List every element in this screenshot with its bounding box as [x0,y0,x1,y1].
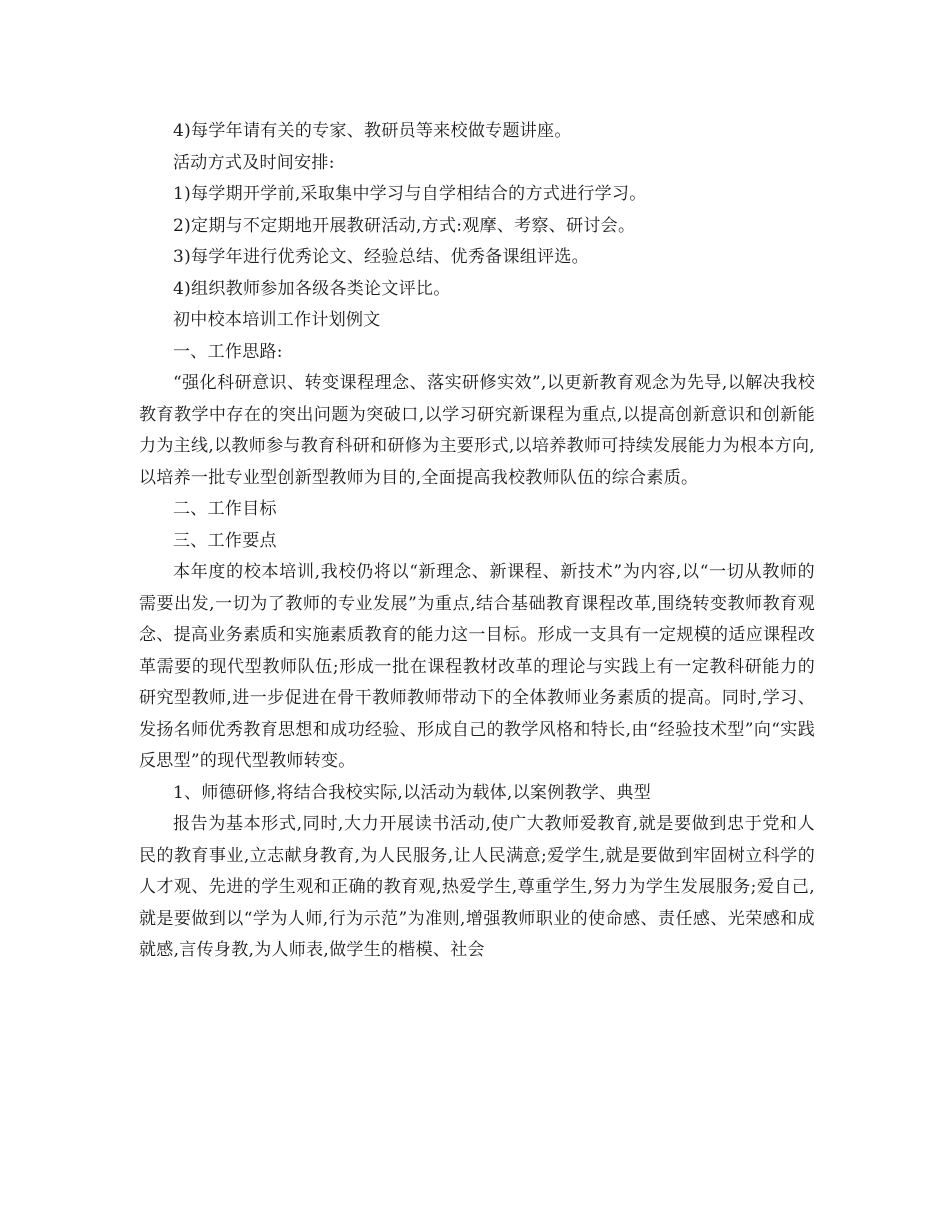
paragraph-report-format: 报告为基本形式,同时,大力开展读书活动,使广大教师爱教育,就是要做到忠于党和人民的教育事业,立志献身教育,为人民服务,让人民满意;爱学生,就是要做到牢固树立科学的人才观、先进的学生观和正确的教育观,热爱学生,尊重学生,努力为学生发展服务;爱自己,就是要做到以“学为人师,行为示范”为准则,增强教师职业的使命感、责任感、光荣感和成就感,言传身教,为人师表,做学生的楷模、社会 [139,814,815,960]
paragraph-training-overview: 本年度的校本培训,我校仍将以“新理念、新课程、新技术”为内容,以“一切从教师的需要出发,一切为了教师的专业发展”为重点,结合基础教育课程改革,围绕转变教师教育观念、提高业务素质和实施素质教育的能力这一目标。形成一支具有一定规模的适应课程改革需要的现代型教师队伍;形成一批在课程教材改革的理论与实践上有一定教科研能力的研究型教师,进一步促进在骨干教师教师带动下的全体教师业务素质的提高。同时,学习、发扬名师优秀教育思想和成功经验、形成自己的教学风格和特长,由“经验技术型”向“实践反思型”的现代型教师转变。 [139,562,815,771]
paragraph-activity-3: 3)每学年进行优秀论文、经验总结、优秀备课组评选。 [173,247,589,267]
paragraph-activity-heading: 活动方式及时间安排: [173,152,335,173]
heading-work-approach: 一、工作思路: [173,341,283,362]
paragraph-activity-2: 2)定期与不定期地开展教研活动,方式:观摩、考察、研讨会。 [173,215,636,236]
section-title: 初中校本培训工作计划例文 [173,310,381,330]
heading-work-goals: 二、工作目标 [173,499,277,519]
paragraph-activity-4: 4)组织教师参加各级各类论文评比。 [173,278,451,299]
paragraph-ethics-training: 1、师德研修,将结合我校实际,以活动为载体,以案例教学、典型 [173,782,652,803]
paragraph-activity-1: 1)每学期开学前,采取集中学习与自学相结合的方式进行学习。 [173,184,647,204]
paragraph-lecture: 4)每学年请有关的专家、教研员等来校做专题讲座。 [173,121,572,141]
heading-work-points: 三、工作要点 [173,530,277,551]
paragraph-work-approach: “强化科研意识、转变课程理念、落实研修实效”,以更新教育观念为先导,以解决我校教育教学中存在的突出问题为突破口,以学习研究新课程为重点,以提高创新意识和创新能力为主线,以教师参与教育科研和研修为主要形式,以培养教师可持续发展能力为根本方向,以培养一批专业型创新型教师为目的,全面提高我校教师队伍的综合素质。 [139,373,815,488]
document-body [139,116,815,967]
